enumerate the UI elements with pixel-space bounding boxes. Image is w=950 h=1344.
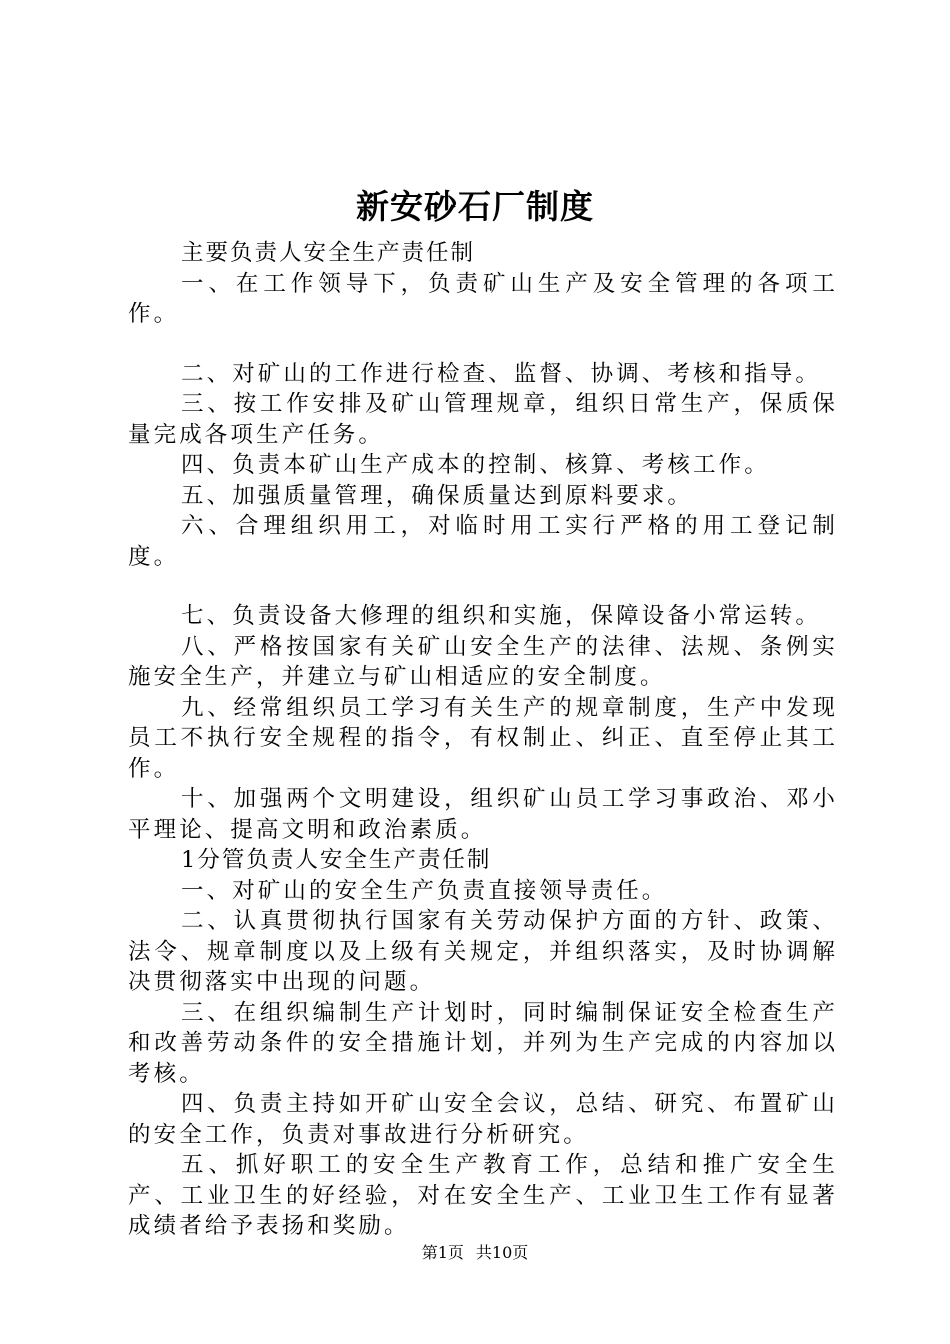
document-title: 新安砂石厂制度 [356,187,594,226]
section-heading: 主要负责人安全生产责任制 [181,240,476,266]
page-number: 第1页 [421,1243,464,1262]
paragraph: 七、负责设备大修理的组织和实施，保障设备小常运转。 [181,603,822,629]
paragraph: 六、合理组织用工，对临时用工实行严格的用工登记制度。 [128,513,838,570]
paragraph: 一、对矿山的安全生产负责直接领导责任。 [181,877,668,904]
paragraph: 四、负责主持如开矿山安全会议，总结、研究、布置矿山的安全工作，负责对事故进行分析研究。 [128,1091,838,1148]
paragraph: 八、严格按国家有关矿山安全生产的法律、法规、条例实施安全生产，并建立与矿山相适应的安全制度。 [128,633,838,690]
paragraph: 五、加强质量管理，确保质量达到原料要求。 [181,482,694,509]
paragraph: 五、抓好职工的安全生产教育工作，总结和推广安全生产、工业卫生的好经验，对在安全生产、工业卫生工作有显著成绩者给予表扬和奖励。 [128,1152,838,1239]
document-body [128,238,838,1242]
paragraph: 九、经常组织员工学习有关生产的规章制度，生产中发现员工不执行安全规程的指令，有权制止、纠正、直至停止其工作。 [128,694,838,782]
paragraph: 二、认真贯彻执行国家有关劳动保护方面的方针、政策、法令、规章制度以及上级有关规定，并组织落实，及时协调解决贯彻落实中出现的问题。 [128,908,838,995]
page-footer [0,1242,950,1264]
paragraph: 四、负责本矿山生产成本的控制、核算、考核工作。 [181,452,770,478]
paragraph: 三、按工作安排及矿山管理规章，组织日常生产，保质保量完成各项生产任务。 [128,391,838,448]
page-total: 共10页 [475,1243,529,1262]
paragraph: 三、在组织编制生产计划时，同时编制保证安全检查生产和改善劳动条件的安全措施计划，并列为生产完成的内容加以考核。 [128,999,838,1087]
paragraph: 一、在工作领导下，负责矿山生产及安全管理的各项工作。 [128,270,838,327]
section-heading: 1分管负责人安全生产责任制 [181,847,492,873]
paragraph: 十、加强两个文明建设，组织矿山员工学习事政治、邓小平理论、提高文明和政治素质。 [128,786,838,843]
paragraph: 二、对矿山的工作进行检查、监督、协调、考核和指导。 [181,360,822,387]
